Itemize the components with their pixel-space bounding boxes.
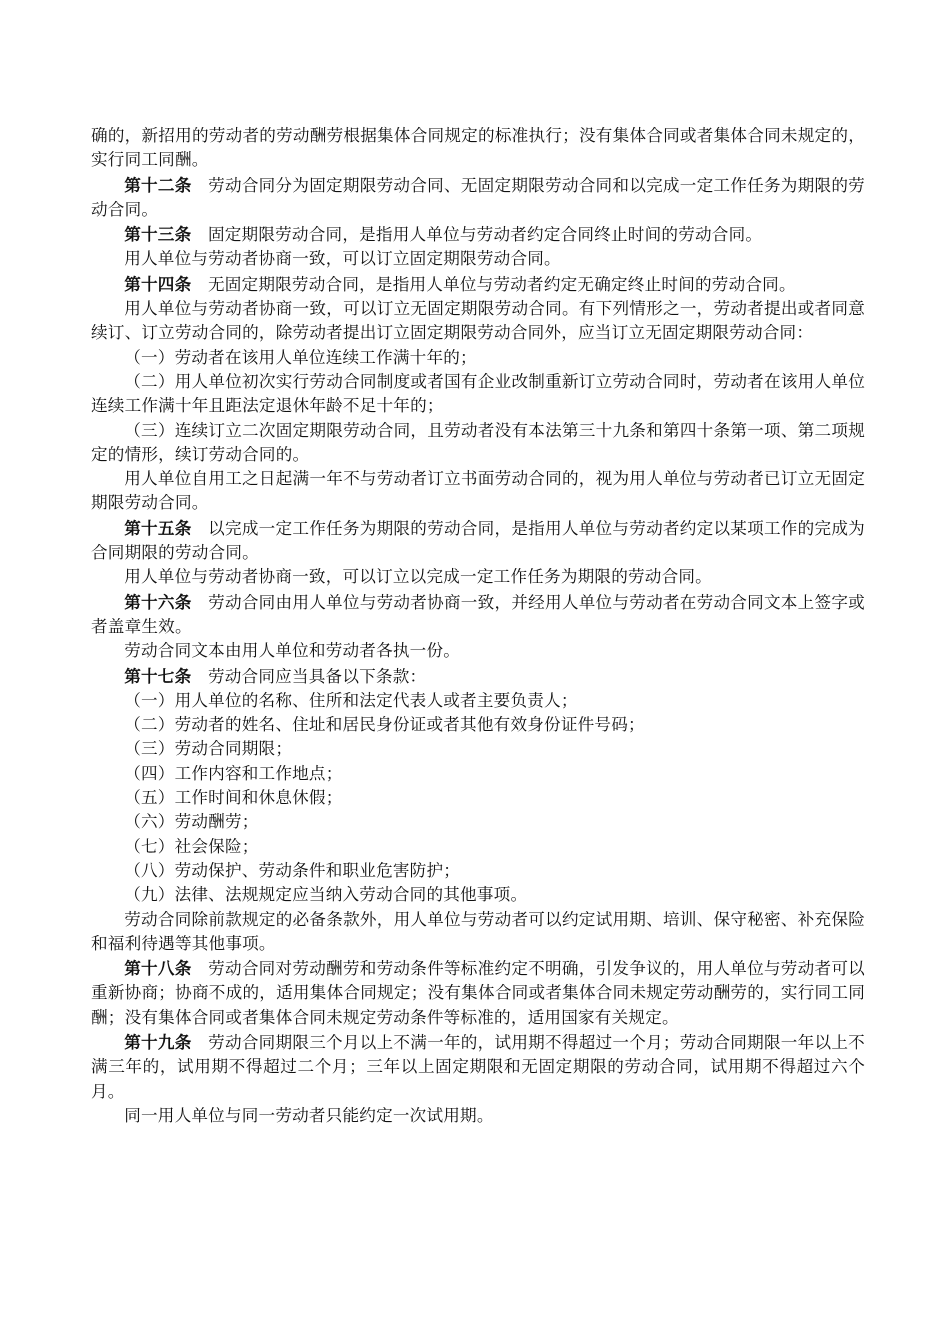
paragraph-3: [91, 247, 865, 271]
article-13: [91, 222, 865, 247]
article-number: 第十四条: [124, 273, 192, 294]
paragraph-text: 固定期限劳动合同，是指用人单位与劳动者约定合同终止时间的劳动合同。: [207, 225, 763, 245]
list-item: [91, 346, 865, 370]
article-16: [91, 590, 865, 640]
paragraph-text: 用人单位与劳动者协商一致，可以订立以完成一定工作任务为期限的劳动合同。: [124, 567, 712, 587]
paragraph-27: [91, 1104, 865, 1128]
paragraph-text: （七）社会保险；: [124, 836, 259, 856]
paragraph-text: 劳动合同对劳动酬劳和劳动条件等标准约定不明确，引发争议的，用人单位与劳动者可以重新协商；协商不成的，适用集体合同规定；没有集体合同或者集体合同未规定劳动酬劳的，实行同工同酬；没有集体合同或者集体合同未规定劳动条件等标准的，适用国家有关规定。: [91, 959, 865, 1027]
list-item: [91, 713, 865, 737]
article-12: [91, 173, 865, 223]
paragraph-text: 用人单位与劳动者协商一致，可以订立无固定期限劳动合同。有下列情形之一，劳动者提出或者同意续订、订立劳动合同的，除劳动者提出订立固定期限劳动合同外，应当订立无固定期限劳动合同：: [91, 299, 865, 343]
list-item: [91, 737, 865, 761]
paragraph-24: [91, 908, 865, 957]
paragraph-13: [91, 639, 865, 663]
article-15: [91, 516, 865, 566]
article-number: 第十六条: [124, 591, 192, 612]
paragraph-text: 劳动合同除前款规定的必备条款外，用人单位与劳动者可以约定试用期、培训、保守秘密、补充保险和福利待遇等其他事项。: [91, 909, 865, 953]
article-number: 第十七条: [124, 665, 192, 686]
list-item: [91, 883, 865, 907]
paragraph-text: （一）劳动者在该用人单位连续工作满十年的；: [124, 347, 477, 367]
list-item: [91, 859, 865, 883]
paragraph-text: 同一用人单位与同一劳动者只能约定一次试用期。: [124, 1105, 494, 1125]
paragraph-text: （二）用人单位初次实行劳动合同制度或者国有企业改制重新订立劳动合同时，劳动者在该用人单位连续工作满十年且距法定退休年龄不足十年的；: [91, 371, 865, 416]
paragraph-text: 无固定期限劳动合同，是指用人单位与劳动者约定无确定终止时间的劳动合同。: [207, 274, 796, 294]
article-17: [91, 664, 865, 689]
list-item: [91, 835, 865, 859]
paragraph-text: 用人单位与劳动者协商一致，可以订立固定期限劳动合同。: [124, 249, 561, 269]
paragraph-text: （四）工作内容和工作地点；: [124, 763, 343, 783]
paragraph-text: 劳动合同应当具备以下条款：: [207, 666, 427, 686]
paragraph-text: （六）劳动酬劳；: [124, 812, 259, 832]
paragraph-text: （二）劳动者的姓名、住址和居民身份证或者其他有效身份证件号码；: [124, 715, 645, 735]
paragraph-text: （九）法律、法规规定应当纳入劳动合同的其他事项。: [124, 885, 528, 905]
list-item: [91, 810, 865, 834]
paragraph-text: 劳动合同由用人单位与劳动者协商一致，并经用人单位与劳动者在劳动合同文本上签字或者盖章生效。: [91, 592, 865, 636]
paragraph-text: 用人单位自用工之日起满一年不与劳动者订立书面劳动合同的，视为用人单位与劳动者已订立无固定期限劳动合同。: [91, 469, 865, 513]
article-19: [91, 1030, 865, 1104]
article-number: 第十五条: [124, 517, 192, 538]
paragraph-text: 以完成一定工作任务为期限的劳动合同，是指用人单位与劳动者约定以某项工作的完成为合同期限的劳动合同。: [91, 518, 865, 563]
document-page: [91, 124, 865, 1128]
paragraph-text: （三）劳动合同期限；: [124, 739, 293, 759]
paragraph-text: （八）劳动保护、劳动条件和职业危害防护；: [124, 860, 461, 880]
list-item: [91, 762, 865, 786]
paragraph-5: [91, 297, 865, 346]
article-18: [91, 956, 865, 1030]
paragraph-text: 劳动合同分为固定期限劳动合同、无固定期限劳动合同和以完成一定工作任务为期限的劳动合同。: [91, 175, 865, 219]
article-number: 第十九条: [124, 1031, 192, 1052]
list-item: [91, 689, 865, 713]
article-number: 第十三条: [124, 224, 192, 245]
paragraph-text: 劳动合同文本由用人单位和劳动者各执一份。: [124, 641, 461, 661]
paragraph-11: [91, 565, 865, 589]
list-item: [91, 370, 865, 419]
paragraph-0: [91, 124, 865, 173]
paragraph-text: 劳动合同期限三个月以上不满一年的，试用期不得超过一个月；劳动合同期限一年以上不满三年的，试用期不得超过二个月；三年以上固定期限和无固定期限的劳动合同，试用期不得超过六个月。: [91, 1032, 865, 1101]
list-item: [91, 419, 865, 468]
paragraph-text: （五）工作时间和休息休假；: [124, 788, 343, 808]
list-item: [91, 786, 865, 810]
paragraph-text: 确的，新招用的劳动者的劳动酬劳根据集体合同规定的标准执行；没有集体合同或者集体合同未规定的，实行同工同酬。: [91, 126, 865, 170]
article-number: 第十二条: [124, 174, 192, 195]
paragraph-text: （一）用人单位的名称、住所和法定代表人或者主要负责人；: [124, 690, 578, 710]
paragraph-9: [91, 467, 865, 516]
article-14: [91, 272, 865, 297]
article-number: 第十八条: [124, 958, 192, 979]
paragraph-text: （三）连续订立二次固定期限劳动合同，且劳动者没有本法第三十九条和第四十条第一项、第二项规定的情形，续订劳动合同的。: [91, 420, 865, 464]
